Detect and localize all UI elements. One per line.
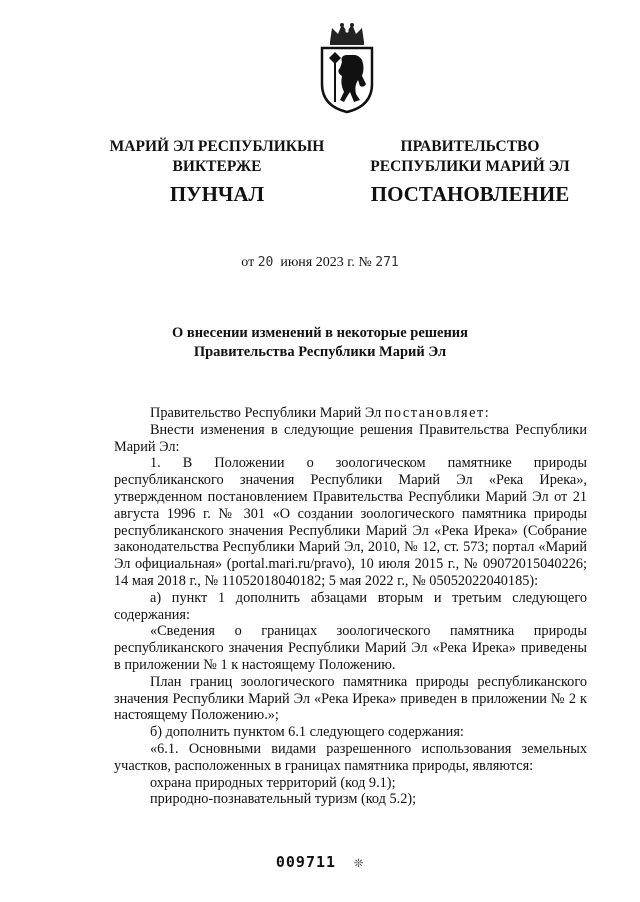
decree-verb: постановляет: <box>384 405 491 421</box>
serial-number <box>0 853 640 871</box>
paragraph-1: Внести изменения в следующие решения Правительства Республики Марий Эл: <box>114 421 587 455</box>
paragraph-4: «Сведения о границах зоологического памятника природы республиканского значения Республики Марий Эл «Река Ирека» приведены в приложении № 1 к настоящему Положению. <box>114 623 587 673</box>
paragraph-3: а) пункт 1 дополнить абзацами вторым и третьим следующего содержания: <box>114 589 587 623</box>
subject-line2: Правительства Республики Марий Эл <box>193 344 447 360</box>
header-russian-line2: РЕСПУБЛИКИ МАРИЙ ЭЛ <box>370 158 570 175</box>
coat-of-arms-icon <box>318 22 376 114</box>
header-russian-doc-type: ПОСТАНОВЛЕНИЕ <box>370 182 570 206</box>
subject-line1: О внесении изменений в некоторые решения <box>171 325 469 341</box>
decree-intro-paragraph <box>114 405 587 422</box>
decree-intro: Правительство Республики Марий Эл <box>150 405 382 421</box>
asterisk-mark-icon: ❊ <box>354 853 365 871</box>
header-mari-doc-type: ПУНЧАЛ <box>169 182 265 206</box>
header-russian <box>345 137 595 207</box>
header-mari-line1: МАРИЙ ЭЛ РЕСПУБЛИКЫН <box>109 138 325 155</box>
date-prefix: от <box>241 255 255 270</box>
paragraph-5: План границ зоологического памятника природы республиканского значения Республики Марий Эл «Река Ирека» приведен в приложении № 2 к настоящему Положению.»; <box>114 673 587 724</box>
date-line <box>0 255 640 271</box>
serial-value: 009711 <box>275 853 337 871</box>
header-russian-line1: ПРАВИТЕЛЬСТВО <box>400 138 540 155</box>
paragraph-7: «6.1. Основными видами разрешенного использования земельных участков, расположенных в границах памятника природы, являются: <box>114 740 587 774</box>
date-day: 20 <box>257 255 274 270</box>
header-mari-line2: ВИКТЕРЖЕ <box>172 158 262 175</box>
decree-body <box>114 405 587 808</box>
decree-number: 271 <box>375 255 399 270</box>
header-mari <box>92 137 342 207</box>
paragraph-8: охрана природных территорий (код 9.1); <box>150 774 396 791</box>
decree-subject <box>0 324 640 362</box>
paragraph-2: 1. В Положении о зоологическом памятнике природы республиканского значения Республики Марий Эл «Река Ирека», утвержденном постановлением Правительства Республики Марий Эл от 21 августа 1996 г. № 301 «О создании зоологического памятника природы республиканского значения Республики Марий Эл «Река Ирека» (Собрание законодательства Республики Марий Эл, 2010, № 12, ст. 573; портал «Марий Эл официальная» (portal.mari.ru/pravo), 10 июля 2015 г., № 09072015040226; 14 мая 2018 г., № 11052018040182; 5 мая 2022 г., № 05052022040185): <box>114 455 587 589</box>
paragraph-6: б) дополнить пунктом 6.1 следующего содержания: <box>150 724 464 741</box>
date-month-year: июня 2023 г. № <box>280 255 372 270</box>
paragraph-9: природно-познавательный туризм (код 5.2); <box>150 791 417 808</box>
